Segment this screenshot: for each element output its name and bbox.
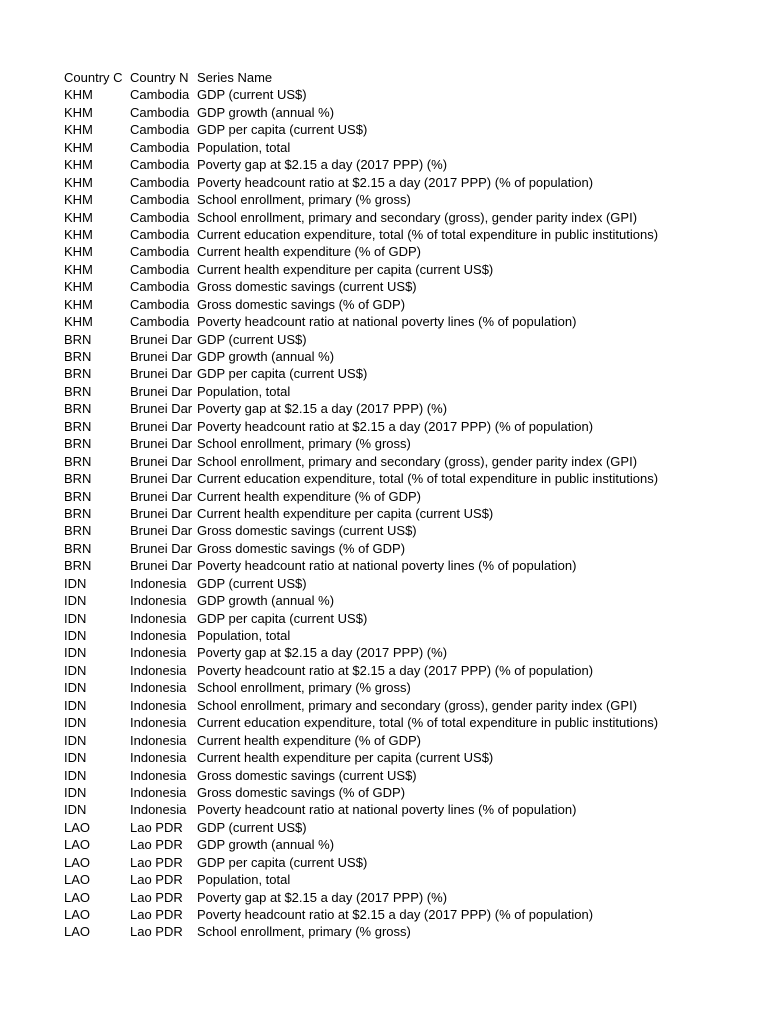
country-name-cell: Indonesia [130, 680, 187, 696]
country-code-cell: IDN [64, 784, 87, 800]
country-name-cell: Cambodia [130, 104, 190, 120]
table-row [64, 732, 754, 749]
country-code-cell: IDN [64, 575, 87, 591]
country-code-cell: KHM [64, 261, 93, 277]
country-name-cell: Indonesia [130, 750, 187, 766]
country-code-cell: IDN [64, 645, 87, 661]
series-name-cell: Current education expenditure, total (% of total expenditure in public institutions) [197, 715, 659, 731]
table-row [64, 575, 754, 592]
country-name-cell: Brunei Dar [130, 349, 193, 364]
series-name-cell: GDP per capita (current US$) [197, 610, 368, 626]
country-name-cell: Indonesia [130, 593, 187, 609]
series-name-cell: Gross domestic savings (% of GDP) [197, 540, 406, 556]
series-name-cell: Poverty headcount ratio at $2.15 a day (2017 PPP) (% of population) [197, 907, 594, 922]
series-name-cell: Poverty headcount ratio at $2.15 a day (2017 PPP) (% of population) [197, 418, 594, 434]
country-name-cell: Cambodia [130, 296, 190, 312]
country-code-cell: BRN [64, 558, 92, 574]
country-name-cell: Lao PDR [130, 854, 183, 870]
country-name-cell: Brunei Dar [130, 418, 193, 434]
table-row [64, 540, 754, 557]
series-name-cell: GDP per capita (current US$) [197, 122, 368, 138]
country-code-cell: LAO [64, 924, 91, 940]
country-name-cell: Lao PDR [130, 872, 183, 888]
spreadsheet [64, 69, 754, 941]
country-code-cell: LAO [64, 837, 91, 853]
series-name-cell: Gross domestic savings (% of GDP) [197, 784, 406, 800]
country-code-cell: IDN [64, 767, 87, 783]
country-code-cell: BRN [64, 453, 92, 469]
table-row [64, 662, 754, 679]
country-name-cell: Brunei Dar [130, 488, 193, 504]
country-code-cell: KHM [64, 244, 93, 260]
country-code-cell: LAO [64, 907, 91, 922]
country-code-cell: IDN [64, 750, 87, 766]
country-code-cell: IDN [64, 715, 87, 731]
table-row [64, 644, 754, 661]
country-code-cell: IDN [64, 732, 87, 748]
table-row [64, 418, 754, 435]
country-name-cell: Cambodia [130, 157, 190, 173]
country-name-cell: Brunei Dar [130, 540, 193, 556]
series-name-cell: Current health expenditure per capita (current US$) [197, 261, 494, 277]
series-name-cell: Gross domestic savings (current US$) [197, 523, 417, 539]
country-name-cell: Lao PDR [130, 907, 183, 922]
table-row [64, 156, 754, 173]
series-name-cell: Current education expenditure, total (% of total expenditure in public institutions) [197, 226, 659, 242]
table-row [64, 365, 754, 382]
series-name-cell: GDP growth (annual %) [197, 837, 335, 853]
country-name-cell: Brunei Dar [130, 453, 193, 469]
country-name-cell: Cambodia [130, 87, 190, 103]
table-row [64, 121, 754, 138]
country-code-cell: LAO [64, 872, 91, 888]
country-name-cell: Indonesia [130, 645, 187, 661]
country-code-cell: BRN [64, 401, 92, 417]
country-code-cell: IDN [64, 593, 87, 609]
country-name-cell: Brunei Dar [130, 436, 193, 452]
table-row [64, 557, 754, 574]
series-name-cell: Current education expenditure, total (% of total expenditure in public institutions) [197, 471, 659, 487]
table-row [64, 679, 754, 696]
country-name-cell: Brunei Dar [130, 383, 193, 399]
series-name-cell: Poverty gap at $2.15 a day (2017 PPP) (%) [197, 645, 448, 661]
table-row [64, 278, 754, 295]
table-row [64, 749, 754, 766]
table-row [64, 383, 754, 400]
country-name-cell: Indonesia [130, 662, 187, 678]
country-code-cell: LAO [64, 854, 91, 870]
country-name-cell: Cambodia [130, 174, 190, 190]
series-name-cell: Current health expenditure per capita (current US$) [197, 505, 494, 521]
country-code-cell: KHM [64, 104, 93, 120]
table-row [64, 889, 754, 906]
country-name-cell: Indonesia [130, 802, 187, 818]
table-row [64, 522, 754, 539]
table-row [64, 435, 754, 452]
country-code-cell: BRN [64, 436, 92, 452]
series-name-cell: School enrollment, primary (% gross) [197, 192, 411, 208]
country-name-cell: Cambodia [130, 314, 190, 330]
country-name-cell: Cambodia [130, 122, 190, 138]
country-code-cell: BRN [64, 418, 92, 434]
series-name-cell: Population, total [197, 628, 291, 643]
series-name-cell: School enrollment, primary and secondary (gross), gender parity index (GPI) [197, 209, 638, 225]
country-name-cell: Lao PDR [130, 924, 183, 940]
country-code-cell: IDN [64, 662, 87, 678]
country-code-cell: KHM [64, 314, 93, 330]
country-code-cell: BRN [64, 366, 92, 382]
country-code-cell: BRN [64, 488, 92, 504]
table-row [64, 767, 754, 784]
country-code-cell: KHM [64, 157, 93, 173]
series-name-cell: GDP growth (annual %) [197, 593, 335, 609]
series-name-cell: Current health expenditure (% of GDP) [197, 488, 421, 504]
table-row [64, 174, 754, 191]
series-name-cell: Population, total [197, 139, 291, 155]
country-name-cell: Indonesia [130, 628, 187, 643]
header-country-name: Country N [130, 70, 189, 85]
series-name-cell: Gross domestic savings (% of GDP) [197, 296, 406, 312]
series-name-cell: GDP per capita (current US$) [197, 854, 368, 870]
series-name-cell: School enrollment, primary (% gross) [197, 924, 411, 940]
country-name-cell: Indonesia [130, 732, 187, 748]
table-row [64, 854, 754, 871]
country-code-cell: KHM [64, 174, 93, 190]
country-name-cell: Cambodia [130, 279, 190, 295]
series-name-cell: Poverty headcount ratio at $2.15 a day (2017 PPP) (% of population) [197, 662, 594, 678]
series-name-cell: School enrollment, primary and secondary (gross), gender parity index (GPI) [197, 697, 638, 713]
series-name-cell: Poverty gap at $2.15 a day (2017 PPP) (%) [197, 889, 448, 905]
country-code-cell: KHM [64, 209, 93, 225]
country-code-cell: IDN [64, 628, 87, 643]
data-rows [64, 86, 754, 940]
series-name-cell: Gross domestic savings (current US$) [197, 767, 417, 783]
country-name-cell: Brunei Dar [130, 331, 193, 347]
table-row [64, 836, 754, 853]
table-row [64, 470, 754, 487]
table-row [64, 714, 754, 731]
country-code-cell: BRN [64, 540, 92, 556]
country-code-cell: KHM [64, 296, 93, 312]
series-name-cell: GDP growth (annual %) [197, 349, 335, 364]
series-name-cell: GDP per capita (current US$) [197, 366, 368, 382]
country-name-cell: Cambodia [130, 261, 190, 277]
country-name-cell: Indonesia [130, 784, 187, 800]
country-code-cell: KHM [64, 279, 93, 295]
table-row [64, 139, 754, 156]
series-name-cell: Poverty headcount ratio at national poverty lines (% of population) [197, 558, 577, 574]
table-row [64, 453, 754, 470]
table-row [64, 348, 754, 365]
table-row [64, 627, 754, 644]
country-name-cell: Brunei Dar [130, 505, 193, 521]
table-row [64, 871, 754, 888]
series-name-cell: Current health expenditure (% of GDP) [197, 732, 421, 748]
country-name-cell: Indonesia [130, 715, 187, 731]
table-row [64, 261, 754, 278]
table-row [64, 801, 754, 818]
country-code-cell: BRN [64, 383, 92, 399]
table-row [64, 488, 754, 505]
series-name-cell: Poverty gap at $2.15 a day (2017 PPP) (%) [197, 157, 448, 173]
country-name-cell: Cambodia [130, 226, 190, 242]
table-row [64, 697, 754, 714]
country-name-cell: Brunei Dar [130, 523, 193, 539]
series-name-cell: GDP (current US$) [197, 331, 307, 347]
country-name-cell: Brunei Dar [130, 401, 193, 417]
series-name-cell: Poverty headcount ratio at national poverty lines (% of population) [197, 802, 577, 818]
country-name-cell: Lao PDR [130, 819, 183, 835]
country-name-cell: Cambodia [130, 139, 190, 155]
header-country-code: Country C [64, 70, 123, 85]
series-name-cell: GDP growth (annual %) [197, 104, 335, 120]
table-row [64, 400, 754, 417]
country-code-cell: IDN [64, 610, 87, 626]
country-code-cell: IDN [64, 697, 87, 713]
country-code-cell: KHM [64, 226, 93, 242]
series-name-cell: Poverty gap at $2.15 a day (2017 PPP) (%) [197, 401, 448, 417]
series-name-cell: School enrollment, primary (% gross) [197, 436, 411, 452]
table-row [64, 819, 754, 836]
table-row [64, 226, 754, 243]
country-code-cell: LAO [64, 889, 91, 905]
country-code-cell: IDN [64, 802, 87, 818]
country-name-cell: Brunei Dar [130, 558, 193, 574]
series-name-cell: Population, total [197, 383, 291, 399]
table-row [64, 209, 754, 226]
series-name-cell: Population, total [197, 872, 291, 888]
table-row [64, 104, 754, 121]
header-series-name: Series Name [197, 70, 273, 85]
series-name-cell: Current health expenditure (% of GDP) [197, 244, 421, 260]
table-row [64, 923, 754, 940]
table-row [64, 296, 754, 313]
country-code-cell: KHM [64, 122, 93, 138]
country-name-cell: Brunei Dar [130, 471, 193, 487]
country-name-cell: Cambodia [130, 244, 190, 260]
table-row [64, 906, 754, 923]
country-name-cell: Indonesia [130, 697, 187, 713]
country-name-cell: Indonesia [130, 575, 187, 591]
series-name-cell: School enrollment, primary (% gross) [197, 680, 411, 696]
table-row [64, 784, 754, 801]
country-name-cell: Lao PDR [130, 889, 183, 905]
country-name-cell: Lao PDR [130, 837, 183, 853]
series-name-cell: GDP (current US$) [197, 87, 307, 103]
country-code-cell: BRN [64, 349, 92, 364]
table-row [64, 243, 754, 260]
series-name-cell: GDP (current US$) [197, 819, 307, 835]
country-code-cell: BRN [64, 523, 92, 539]
series-name-cell: Poverty headcount ratio at national poverty lines (% of population) [197, 314, 577, 330]
table-row [64, 610, 754, 627]
country-code-cell: KHM [64, 192, 93, 208]
country-code-cell: LAO [64, 819, 91, 835]
table-row [64, 592, 754, 609]
country-code-cell: BRN [64, 505, 92, 521]
country-name-cell: Indonesia [130, 610, 187, 626]
country-name-cell: Cambodia [130, 209, 190, 225]
country-name-cell: Brunei Dar [130, 366, 193, 382]
country-name-cell: Cambodia [130, 192, 190, 208]
country-code-cell: KHM [64, 139, 93, 155]
country-name-cell: Indonesia [130, 767, 187, 783]
series-name-cell: Gross domestic savings (current US$) [197, 279, 417, 295]
country-code-cell: BRN [64, 331, 92, 347]
series-name-cell: Current health expenditure per capita (current US$) [197, 750, 494, 766]
series-name-cell: Poverty headcount ratio at $2.15 a day (2017 PPP) (% of population) [197, 174, 594, 190]
table-row [64, 191, 754, 208]
series-name-cell: GDP (current US$) [197, 575, 307, 591]
country-code-cell: BRN [64, 471, 92, 487]
series-name-cell: School enrollment, primary and secondary (gross), gender parity index (GPI) [197, 453, 638, 469]
table-row [64, 505, 754, 522]
table-row [64, 331, 754, 348]
country-code-cell: IDN [64, 680, 87, 696]
header-row [64, 69, 754, 86]
table-row [64, 86, 754, 103]
table-row [64, 313, 754, 330]
country-code-cell: KHM [64, 87, 93, 103]
